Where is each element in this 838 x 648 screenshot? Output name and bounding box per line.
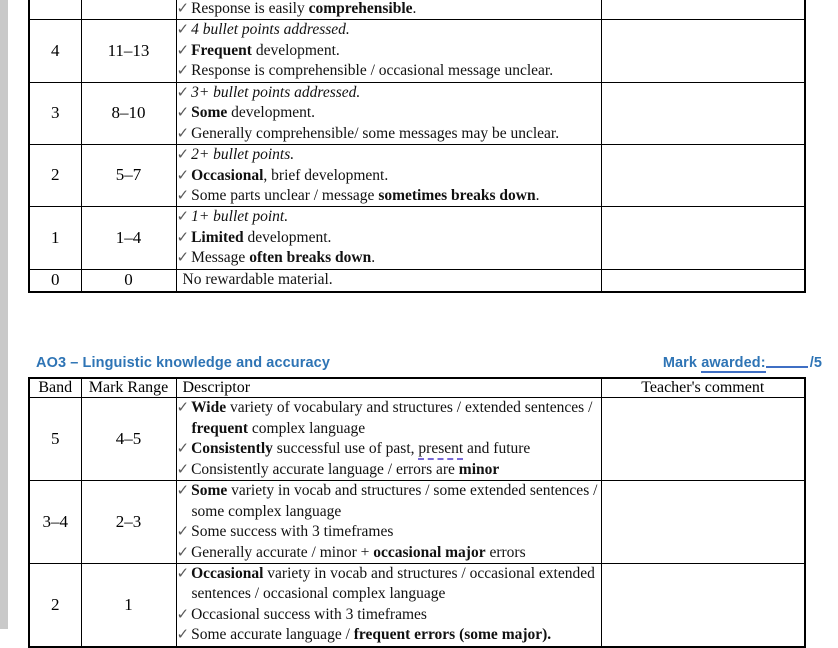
mark-range-cell: 4–5 [81,398,176,481]
bullet-text: variety of vocabulary and structures / extended sentences / [226,399,593,417]
band-cell: 1 [29,207,81,269]
descriptor-cell [176,269,601,292]
band-cell [29,0,81,20]
bullet-text: complex language [248,419,366,437]
bullet-text: Generally accurate / minor + [191,543,374,561]
band-cell: 5 [29,398,81,481]
band-cell: 2 [29,145,81,207]
table-row [29,207,805,269]
bullet-text: Some accurate language / [191,626,354,644]
check-mark-icon: ✓ [176,564,190,583]
bullet-text: successful use of past, [272,440,419,458]
descriptor-bullet [177,625,601,645]
check-mark-icon: ✓ [176,40,190,59]
bullet-text: Occasional success with 3 timeframes [191,605,427,623]
check-mark-icon: ✓ [176,207,190,226]
descriptor-bullet [177,248,601,268]
table-row [29,20,805,82]
teacher-comment-cell[interactable] [601,269,805,292]
descriptor-cell [176,145,601,207]
table-row [29,564,805,647]
bullet-text: frequent [191,419,249,437]
descriptor-bullet [177,398,601,439]
band-cell: 2 [29,564,81,647]
teacher-comment-cell[interactable] [601,207,805,269]
bullet-text: , brief development. [263,166,389,184]
bullet-text: development. [243,228,332,246]
descriptor-text: No rewardable material. [182,270,333,288]
descriptor-bullet [177,103,601,123]
bullet-text: Consistently accurate language / errors are [191,460,459,478]
bullet-text: Some success with 3 timeframes [191,523,394,541]
check-mark-icon: ✓ [176,625,190,644]
ao2-rubric-table [28,0,806,293]
table-row [29,481,805,564]
check-mark-icon: ✓ [176,439,190,458]
bullet-text: Frequent [191,41,252,59]
bullet-text: development. [251,41,340,59]
check-mark-icon: ✓ [176,459,190,478]
descriptor-bullet [177,20,601,40]
bullet-text: 4 bullet points addressed. [191,21,350,39]
bullet-text: variety in vocab and structures / some extended sentences / some complex language [191,482,598,520]
check-mark-icon: ✓ [176,185,190,204]
table-row [29,82,805,144]
check-mark-icon: ✓ [176,103,190,122]
bullet-text: . [412,0,417,17]
bullet-text: 1+ bullet point. [191,208,289,226]
descriptor-bullet [177,0,601,19]
bullet-text: Response is comprehensible / occasional message unclear. [191,62,554,80]
bullet-text: 2+ bullet points. [191,146,295,164]
descriptor-bullet [177,124,601,144]
descriptor-cell [176,481,601,564]
descriptor-bullet [177,481,601,522]
bullet-text: occasional major [373,543,486,561]
check-mark-icon: ✓ [176,248,190,267]
mark-range-cell [81,0,176,20]
bullet-text: Occasional [191,565,264,583]
bullet-text: often breaks down [249,249,372,267]
bullet-text: 3+ bullet points addressed. [191,83,361,101]
band-cell: 3 [29,82,81,144]
check-mark-icon: ✓ [176,123,190,142]
teacher-comment-cell[interactable] [601,398,805,481]
bullet-text: Generally comprehensible/ some messages may be unclear. [191,124,560,142]
descriptor-bullet [177,460,601,480]
mark-awarded-label: awarded: [701,355,766,371]
descriptor-cell [176,82,601,144]
descriptor-cell [176,207,601,269]
table-row [29,0,805,20]
descriptor-bullet [177,186,601,206]
mark-range-cell: 8–10 [81,82,176,144]
bullet-text: and future [463,440,531,458]
check-mark-icon: ✓ [176,0,190,17]
descriptor-bullet [177,83,601,103]
check-mark-icon: ✓ [176,165,190,184]
bullet-text: . [535,186,540,204]
bullet-text: errors [485,543,526,561]
teacher-comment-cell[interactable] [601,0,805,20]
bullet-text: Some [191,104,228,122]
descriptor-bullet [177,543,601,563]
bullet-text: comprehensible [308,0,413,17]
bullet-text: minor [458,460,500,478]
band-cell: 3–4 [29,481,81,564]
descriptor-cell [176,20,601,82]
check-mark-icon: ✓ [176,61,190,80]
descriptor-bullet [177,564,601,605]
column-header-comment: Teacher's comment [601,378,805,398]
check-mark-icon: ✓ [176,522,190,541]
mark-awarded-blank[interactable] [766,366,808,368]
teacher-comment-cell[interactable] [601,145,805,207]
bullet-text: variety in vocab and structures / occasional extended sentences / occasional complex language [191,565,595,603]
grammar-flagged-word: present [418,440,463,460]
mark-range-cell: 2–3 [81,481,176,564]
column-header-descriptor: Descriptor [176,378,601,398]
check-mark-icon: ✓ [176,398,190,417]
ao3-section-heading [28,355,824,375]
descriptor-cell [176,564,601,647]
column-header-range: Mark Range [81,378,176,398]
teacher-comment-cell[interactable] [601,20,805,82]
teacher-comment-cell[interactable] [601,82,805,144]
band-cell: 0 [29,269,81,292]
mark-range-cell: 1 [81,564,176,647]
table-row [29,145,805,207]
descriptor-bullet [177,207,601,227]
descriptor-cell [176,0,601,20]
check-mark-icon: ✓ [176,20,190,39]
bullet-text: Message [191,249,250,267]
bullet-text: sometimes breaks down [378,186,536,204]
ao3-header-row [29,378,805,398]
ao3-heading-text: AO3 – Linguistic knowledge and accuracy [36,355,330,371]
bullet-text: Consistently [191,440,273,458]
bullet-text: frequent errors (some major). [353,626,552,644]
band-cell: 4 [29,20,81,82]
ao3-rubric-table [28,377,806,648]
mark-range-cell: 1–4 [81,207,176,269]
descriptor-bullet [177,522,601,542]
check-mark-icon: ✓ [176,542,190,561]
descriptor-bullet [177,605,601,625]
check-mark-icon: ✓ [176,481,190,500]
check-mark-icon: ✓ [176,145,190,164]
mark-range-cell: 0 [81,269,176,292]
bullet-text: Some [191,482,228,500]
descriptor-bullet [177,166,601,186]
descriptor-bullet [177,41,601,61]
bullet-text: Wide [191,399,227,417]
bullet-text: . [371,249,376,267]
mark-range-cell: 5–7 [81,145,176,207]
check-mark-icon: ✓ [176,82,190,101]
table-row [29,398,805,481]
bullet-text: Limited [191,228,244,246]
page-left-gutter [0,0,8,629]
ao3-mark-awarded [663,355,822,371]
table-row [29,269,805,292]
bullet-text: Some parts unclear / message [191,186,379,204]
descriptor-cell [176,398,601,481]
mark-total-label: /5 [809,355,822,371]
mark-range-cell: 11–13 [81,20,176,82]
descriptor-bullet [177,145,601,165]
bullet-text: Response is easily [191,0,309,17]
bullet-text: development. [227,104,316,122]
teacher-comment-cell[interactable] [601,481,805,564]
descriptor-bullet [177,439,601,459]
mark-label: Mark [662,355,702,371]
descriptor-bullet [177,61,601,81]
check-mark-icon: ✓ [176,604,190,623]
document-page [8,0,838,644]
check-mark-icon: ✓ [176,227,190,246]
bullet-text: Occasional [191,166,264,184]
teacher-comment-cell[interactable] [601,564,805,647]
descriptor-bullet [177,228,601,248]
column-header-band: Band [29,378,81,398]
